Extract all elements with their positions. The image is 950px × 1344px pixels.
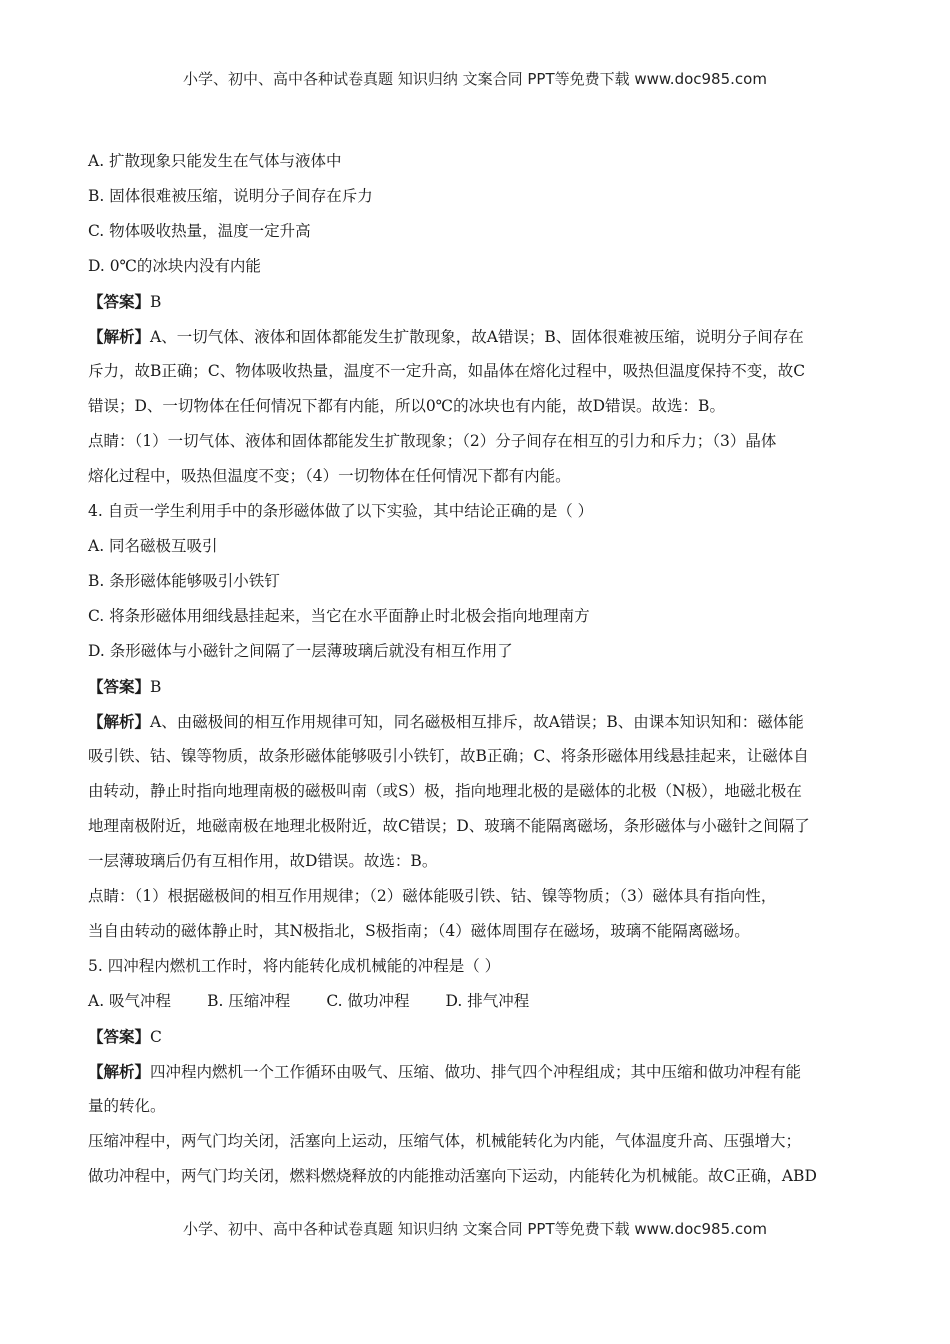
q3-analysis — [88, 319, 868, 424]
q4-answer-label: 【答案】 — [88, 677, 151, 696]
q3-analysis-label: 【解析】 — [88, 327, 151, 346]
q4-analysis-line-1 — [88, 704, 868, 739]
q3-analysis-text-1: A、一切气体、液体和固体都能发生扩散现象，故A错误；B、固体很难被压缩，说明分子间存在 — [150, 328, 804, 346]
q5-stem: 5. 四冲程内燃机工作时，将内能转化成机械能的冲程是（ ） — [88, 957, 501, 975]
q5-analysis-text-1: 四冲程内燃机一个工作循环由吸气、压缩、做功、排气四个冲程组成；其中压缩和做功冲程有能 — [150, 1063, 802, 1081]
page-content — [88, 144, 868, 1194]
q3-analysis-line-2: 斥力，故B正确；C、物体吸收热量，温度不一定升高，如晶体在熔化过程中，吸热但温度保持不变，故C — [88, 362, 806, 380]
q3-analysis-line-1 — [88, 319, 868, 354]
q4-analysis-line-2: 吸引铁、钴、镍等物质，故条形磁体能够吸引小铁钉，故B正确；C、将条形磁体用线悬挂起来，让磁体自 — [88, 747, 809, 765]
q4-analysis-line-4: 地理南极附近，地磁南极在地理北极附近，故C错误；D、玻璃不能隔离磁场，条形磁体与小磁针之间隔了 — [88, 817, 810, 835]
q5-analysis-line-4: 做功冲程中，两气门均关闭，燃料燃烧释放的内能推动活塞向下运动，内能转化为机械能。故C正确，ABD — [88, 1167, 817, 1185]
q3-tips — [88, 424, 868, 494]
q3-answer — [88, 284, 868, 319]
q5-analysis-line-2: 量的转化。 — [88, 1097, 166, 1115]
q3-answer-label: 【答案】 — [88, 292, 151, 311]
q4-option-b: B. 条形磁体能够吸引小铁钉 — [88, 572, 280, 590]
q3-tips-line-2: 熔化过程中，吸热但温度不变；（4）一切物体在任何情况下都有内能。 — [88, 467, 571, 485]
q5-options — [88, 984, 868, 1019]
q4-answer-value: B — [150, 678, 162, 696]
q5-analysis-line-3: 压缩冲程中，两气门均关闭，活塞向上运动，压缩气体，机械能转化为内能，气体温度升高、压强增大； — [88, 1132, 802, 1150]
q4-answer — [88, 669, 868, 704]
q5-analysis-label: 【解析】 — [88, 1062, 151, 1081]
q3-option-b: B. 固体很难被压缩，说明分子间存在斥力 — [88, 187, 373, 205]
q4-analysis-line-5: 一层薄玻璃后仍有互相作用，故D错误。故选：B。 — [88, 852, 438, 870]
q4-option-d: D. 条形磁体与小磁针之间隔了一层薄玻璃后就没有相互作用了 — [88, 642, 513, 660]
q3-option-c: C. 物体吸收热量，温度一定升高 — [88, 222, 311, 240]
q3-answer-value: B — [150, 293, 162, 311]
q4-tips — [88, 879, 868, 949]
q5-option-a: A. 吸气冲程 — [88, 992, 172, 1010]
q5-option-b: B. 压缩冲程 — [207, 992, 291, 1010]
q4-tips-line-1: 点睛：（1）根据磁极间的相互作用规律；（2）磁体能吸引铁、钴、镍等物质；（3）磁体具有指向性， — [88, 887, 777, 905]
q5-analysis-line-1 — [88, 1054, 868, 1089]
q4-analysis-label: 【解析】 — [88, 712, 151, 731]
q5-answer-label: 【答案】 — [88, 1027, 151, 1046]
q4-option-a: A. 同名磁极互吸引 — [88, 537, 218, 555]
q3-option-d: D. 0℃的冰块内没有内能 — [88, 257, 261, 275]
q4-analysis — [88, 704, 868, 879]
q4-tips-line-2: 当自由转动的磁体静止时，其N极指北，S极指南；（4）磁体周围存在磁场，玻璃不能隔离磁场。 — [88, 922, 750, 940]
q3-options — [88, 144, 868, 284]
q3-analysis-line-3: 错误；D、一切物体在任何情况下都有内能，所以0℃的冰块也有内能，故D错误。故选：B。 — [88, 397, 725, 415]
q5-analysis — [88, 1054, 868, 1194]
q4-stem: 4. 自贡一学生利用手中的条形磁体做了以下实验，其中结论正确的是（ ） — [88, 502, 594, 520]
page-header: 小学、初中、高中各种试卷真题 知识归纳 文案合同 PPT等免费下载 www.doc985.com — [183, 70, 767, 88]
q5-option-d: D. 排气冲程 — [445, 992, 530, 1010]
q5-option-c: C. 做功冲程 — [326, 992, 410, 1010]
q5-answer — [88, 1019, 868, 1054]
q3-tips-line-1: 点睛：（1）一切气体、液体和固体都能发生扩散现象；（2）分子间存在相互的引力和斥力；（3）晶体 — [88, 432, 777, 450]
q4-option-c: C. 将条形磁体用细线悬挂起来，当它在水平面静止时北极会指向地理南方 — [88, 607, 590, 625]
q4-analysis-text-1: A、由磁极间的相互作用规律可知，同名磁极相互排斥，故A错误；B、由课本知识知和：磁体能 — [150, 713, 804, 731]
q4-analysis-line-3: 由转动，静止时指向地理南极的磁极叫南（或S）极，指向地理北极的是磁体的北极（N极），地磁北极在 — [88, 782, 802, 800]
q4-options — [88, 529, 868, 669]
q5-answer-value: C — [150, 1028, 162, 1046]
page-footer: 小学、初中、高中各种试卷真题 知识归纳 文案合同 PPT等免费下载 www.doc985.com — [183, 1220, 767, 1238]
q3-option-a: A. 扩散现象只能发生在气体与液体中 — [88, 152, 342, 170]
